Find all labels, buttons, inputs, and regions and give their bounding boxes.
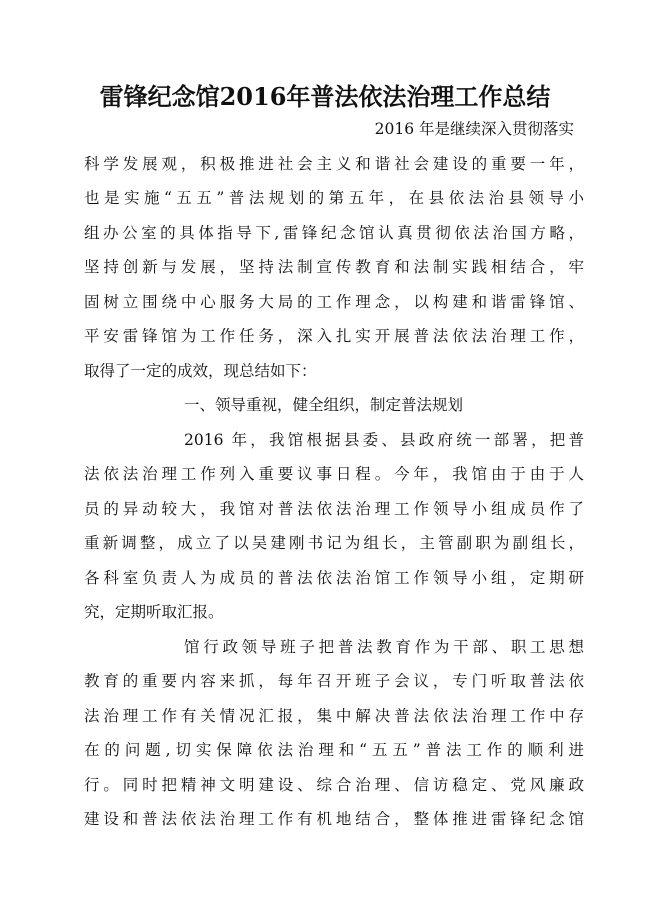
paragraph-line: 法治理工作有关情况汇报，集中解决普法依法治理工作中存 — [84, 706, 584, 725]
paragraph-line: 馆行政领导班子把普法教育作为干部、职工思想 — [184, 637, 584, 656]
paragraph-line: 各科室负责人为成员的普法依法治馆工作领导小组，定期研 — [84, 568, 584, 587]
paragraph-line: 法依法治理工作列入重要议事日程。今年，我馆由于由于人 — [84, 465, 584, 483]
paragraph-line: 固树立围绕中心服务大局的工作理念，以构建和谐雷锋馆、 — [84, 292, 584, 311]
paragraph-line: 2016 年，我馆根据县委、县政府统一部署，把普 — [184, 430, 584, 449]
paragraph-line: 也是实施“五五”普法规划的第五年，在县依法治县领导小 — [84, 189, 584, 207]
paragraph-line: 2016 年是继续深入贯彻落实 — [374, 120, 574, 138]
paragraph-line: 员的异动较大，我馆对普法依法治理工作领导小组成员作了 — [84, 499, 584, 518]
paragraph-line: 重新调整，成立了以吴建刚书记为组长，主管副职为副组长， — [84, 534, 584, 552]
paragraph-line: 组办公室的具体指导下,雷锋纪念馆认真贯彻依法治国方略， — [84, 223, 584, 242]
paragraph-line: 取得了一定的成效，现总结如下： — [84, 361, 317, 380]
document-title: 雷锋纪念馆2016年普法依法治理工作总结 — [99, 82, 551, 111]
paragraph-line: 在的问题,切实保障依法治理和“五五”普法工作的顺利进 — [84, 741, 584, 759]
document-body — [84, 112, 584, 837]
paragraph-line: 行。同时把精神文明建设、综合治理、信访稳定、党风廉政 — [84, 775, 584, 794]
section-heading: 一、领导重视，健全组织，制定普法规划 — [184, 396, 464, 414]
paragraph-line: 教育的重要内容来抓，每年召开班子会议，专门听取普法依 — [84, 672, 584, 690]
paragraph-line: 坚持创新与发展，坚持法制宣传教育和法制实践相结合，牢 — [84, 258, 584, 276]
paragraph-line: 建设和普法依法治理工作有机地结合，整体推进雷锋纪念馆 — [84, 810, 584, 828]
paragraph-line: 究，定期听取汇报。 — [84, 603, 224, 621]
paragraph-line: 平安雷锋馆为工作任务，深入扎实开展普法依法治理工作， — [84, 327, 584, 345]
paragraph-line: 科学发展观，积极推进社会主义和谐社会建设的重要一年， — [84, 154, 584, 173]
